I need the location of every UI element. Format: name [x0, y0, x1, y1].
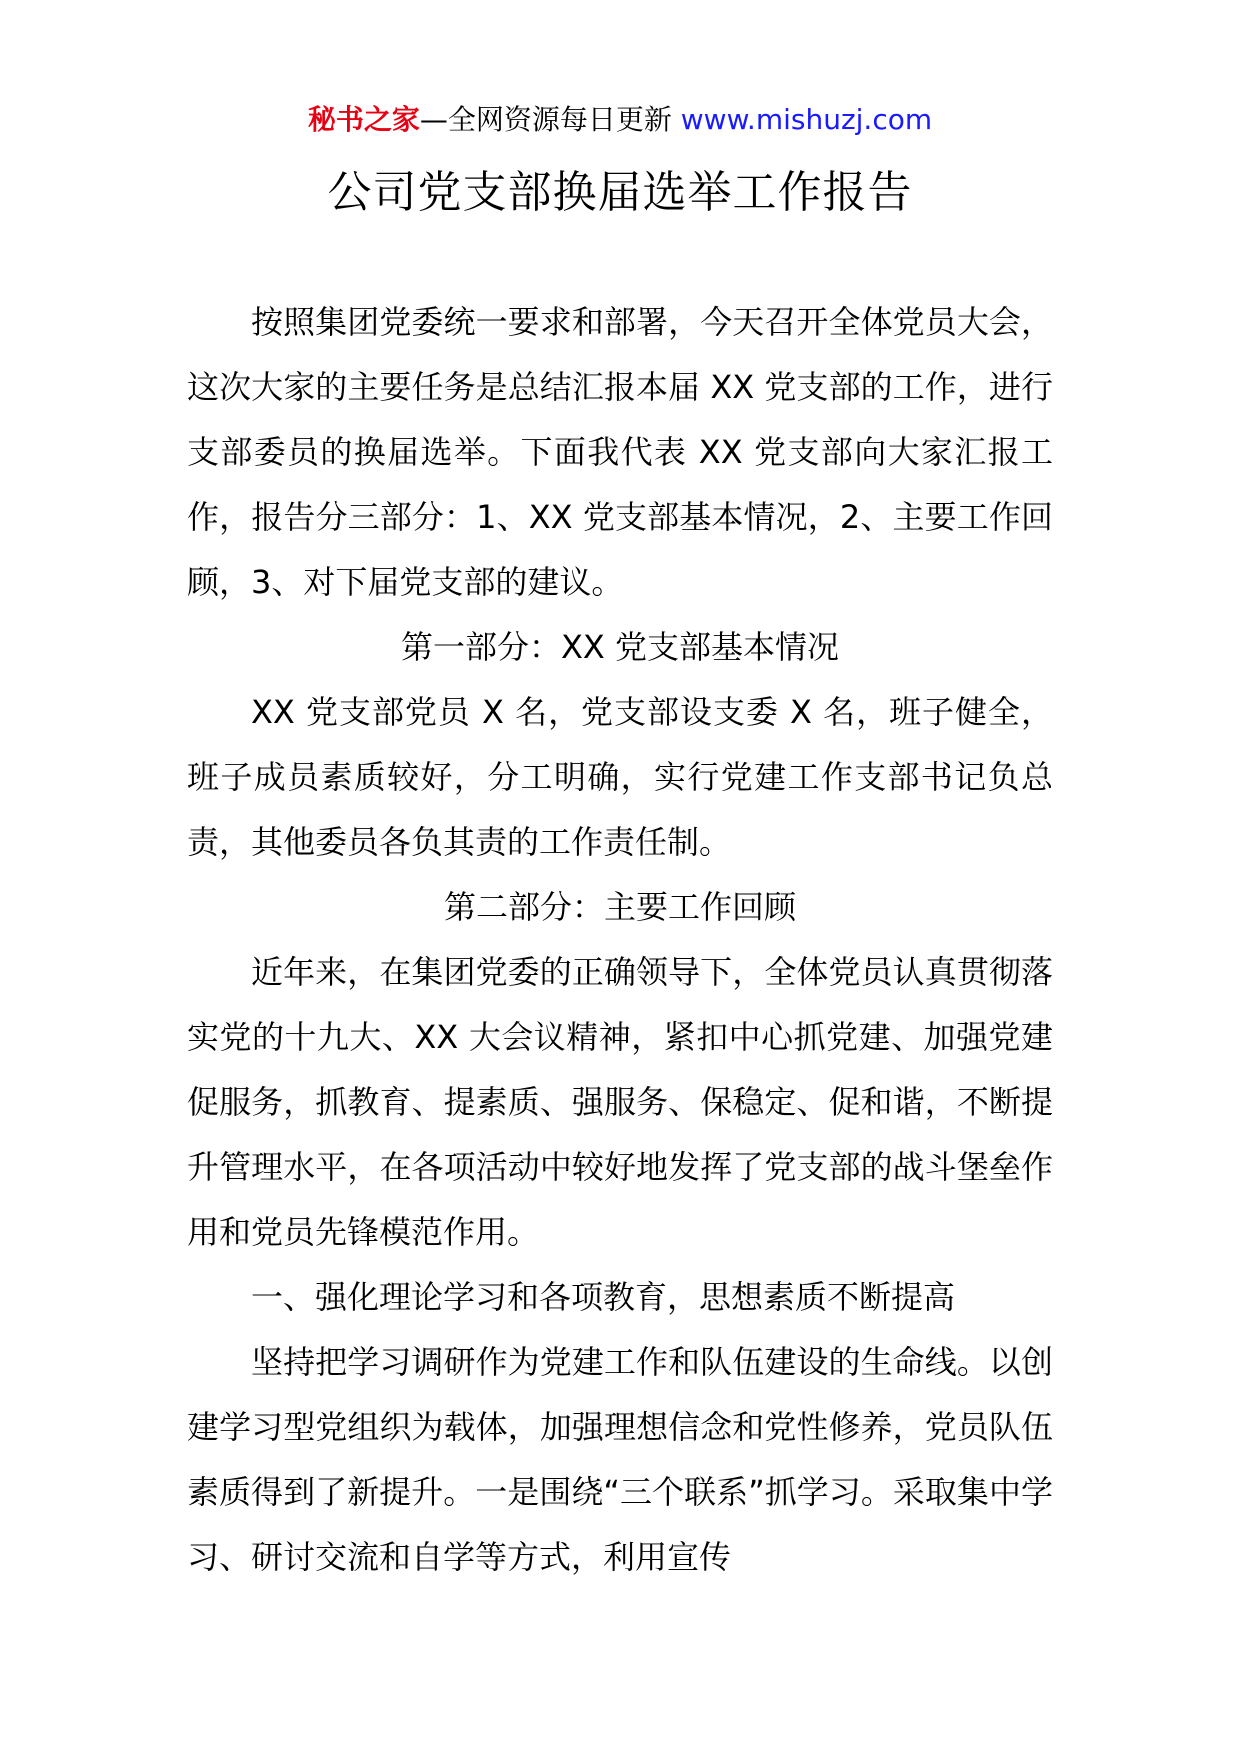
subsection-one-paragraph: 坚持把学习调研作为党建工作和队伍建设的生命线。以创建学习型党组织为载体，加强理想信念和党性修养，党员队伍素质得到了新提升。一是围绕“三个联系”抓学习。采取集中学习、研讨交流和自学等方式，利用宣传 [187, 1343, 1053, 1576]
intro-paragraph: 按照集团党委统一要求和部署，今天召开全体党员大会，这次大家的主要任务是总结汇报本届 XX 党支部的工作，进行支部委员的换届选举。下面我代表 XX 党支部向大家汇报工作，报告分三部分：1、XX 党支部基本情况，2、主要工作回顾，3、对下届党支部的建议。 [187, 303, 1053, 601]
part-one-paragraph: XX 党支部党员 X 名，党支部设支委 X 名，班子健全，班子成员素质较好，分工明确，实行党建工作支部书记负总责，其他委员各负其责的工作责任制。 [187, 693, 1053, 861]
part-two-paragraph: 近年来，在集团党委的正确领导下，全体党员认真贯彻落实党的十九大、XX 大会议精神，紧扣中心抓党建、加强党建促服务，抓教育、提素质、强服务、保稳定、促和谐，不断提升管理水平，在各项活动中较好地发挥了党支部的战斗堡垒作用和党员先锋模范作用。 [187, 953, 1053, 1251]
site-url-link[interactable]: www.mishuzj.com [680, 103, 933, 136]
document-body [187, 290, 1053, 1590]
section-heading-part-two: 第二部分：主要工作回顾 [443, 888, 796, 926]
subsection-heading-one: 一、强化理论学习和各项教育，思想素质不断提高 [251, 1278, 956, 1316]
site-header [0, 100, 1240, 140]
document-title: 公司党支部换届选举工作报告 [327, 167, 913, 218]
section-heading-part-one: 第一部分：XX 党支部基本情况 [400, 628, 840, 666]
brand-name: 秘书之家 [307, 103, 420, 136]
header-slogan: —全网资源每日更新 [419, 103, 681, 136]
